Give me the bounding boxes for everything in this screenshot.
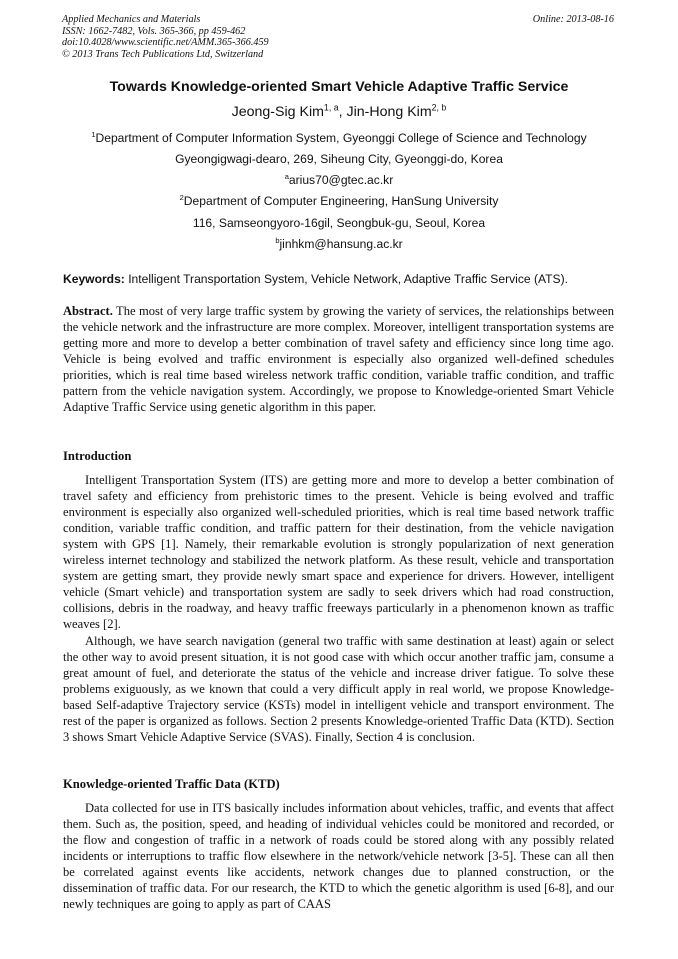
author-name: Jeong-Sig Kim — [231, 104, 324, 120]
affiliation-superscript: 2 — [179, 192, 184, 202]
paper-title: Towards Knowledge-oriented Smart Vehicle Adaptive Traffic Service — [109, 79, 569, 95]
section-heading-introduction: Introduction — [63, 449, 132, 463]
author-separator: , — [338, 104, 347, 120]
copyright-line: © 2013 Trans Tech Publications Ltd, Switzerland — [62, 48, 264, 60]
affiliation-superscript: 1 — [91, 129, 96, 139]
online-date: Online: 2013-08-16 — [532, 14, 614, 25]
ktd-paragraph-1: Data collected for use in ITS basically includes information about vehicles, traffic, and events that affect them. Such as, the position, speed, and heading of individual vehicles could be monitored and recorded, or the flow and congestion of traffic in a network of roads could be stored along with any possibly related incidents or interruptions to traffic flow elsewhere in the network/vehicle network [3-5]. These can all then be correlated against events like accidents, network changes due to planned construction, or the dissemination of traffic data. For our research, the KTD to which the genetic algorithm is used [6-8], and our newly techniques are going to apply as part of CAAS — [63, 801, 614, 912]
introduction-paragraph-2: Although, we have search navigation (general two traffic with same destination at least) again or select the other way to avoid present situation, it is not good case with which occur another traffic jam, consume a great amount of fuel, and deteriorate the status of the vehicle and increase driver fatigue. To solve these problems exiguously, as we known that could a very difficult apply in real world, we propose Knowledge-based Self-adaptive Trajectory service (KSTs) model in intelligent vehicle and transport environment. The rest of the paper is organized as follows. Section 2 presents Knowledge-oriented Traffic Data (KTD). Section 3 shows Smart Vehicle Adaptive Service (SVAS). Finally, Section 4 is conclusion. — [63, 634, 614, 745]
keywords-label: Keywords: — [63, 272, 125, 286]
doi-line[interactable]: doi:10.4028/www.scientific.net/AMM.365-366.459 — [62, 37, 269, 49]
abstract-text: The most of very large traffic system by growing the variety of services, the relationships between the vehicle network and the infrastructure are more complex. Moreover, intelligent transportation systems are getting more and more to develop a better combination of travel safety and efficiency since long time ago. Vehicle is being evolved and traffic environment is especially also organized well-defined schedules priorities, which is real time based wireless network traffic condition, variable traffic condition, and traffic pattern from the vehicle navigation system. Accordingly, we propose to Knowledge-oriented Smart Vehicle Adaptive Traffic Service using genetic algorithm in this paper. — [63, 304, 614, 415]
abstract-paragraph — [63, 303, 614, 415]
journal-header — [62, 14, 614, 60]
affiliation-1 — [0, 131, 678, 145]
affiliation-2 — [0, 194, 678, 208]
email-superscript: b — [275, 235, 280, 245]
email-superscript: a — [284, 171, 289, 181]
author-superscript: 1, a — [323, 102, 339, 113]
section-heading-ktd: Knowledge-oriented Traffic Data (KTD) — [63, 777, 280, 791]
abstract-label: Abstract. — [63, 304, 113, 318]
journal-name: Applied Mechanics and Materials — [62, 14, 201, 25]
keywords — [63, 272, 615, 286]
introduction-paragraph-1: Intelligent Transportation System (ITS) are getting more and more to develop a better combination of travel safety and efficiency from prehistoric times to the present. Vehicle is being evolved and traffic environment is especially also organized well-scheduled priorities, which is real time based network traffic condition, variable traffic condition, and traffic pattern for their destination, from the vehicle navigation system with GPS [1]. Namely, their remarkable evolution is strongly popularization of next generation wireless internet technology and stabilized the network platform. As these result, vehicle and transportation system are getting smart, they provide newly smart space and experience for drivers. However, intelligent vehicle (Smart vehicle) and transportation system are sadly to seek drivers which had road construction, collisions, debris in the roadway, and heavy traffic freeways particularly in a phenomenon known as traffic weaves [2]. — [63, 473, 614, 632]
affiliation-name: Department of Computer Engineering, HanSung University — [183, 194, 499, 208]
author-line — [0, 104, 678, 120]
author-name: Jin-Hong Kim — [346, 104, 432, 120]
affiliation-2-address: 116, Samseongyoro-16gil, Seongbuk-gu, Seoul, Korea — [192, 216, 486, 230]
keywords-text: Intelligent Transportation System, Vehicle Network, Adaptive Traffic Service (ATS). — [124, 272, 569, 286]
affiliation-name: Department of Computer Information System, Gyeonggi College of Science and Technology — [95, 131, 587, 145]
email-address: arius70@gtec.ac.kr — [288, 173, 394, 187]
author-superscript: 2, b — [431, 102, 447, 113]
email-b[interactable] — [0, 237, 678, 251]
email-a[interactable] — [0, 173, 678, 187]
email-address: jinhkm@hansung.ac.kr — [279, 237, 403, 251]
issn-line: ISSN: 1662-7482, Vols. 365-366, pp 459-462 — [62, 25, 246, 37]
affiliation-1-address: Gyeongigwagi-dearo, 269, Siheung City, Gyeonggi-do, Korea — [175, 152, 503, 166]
